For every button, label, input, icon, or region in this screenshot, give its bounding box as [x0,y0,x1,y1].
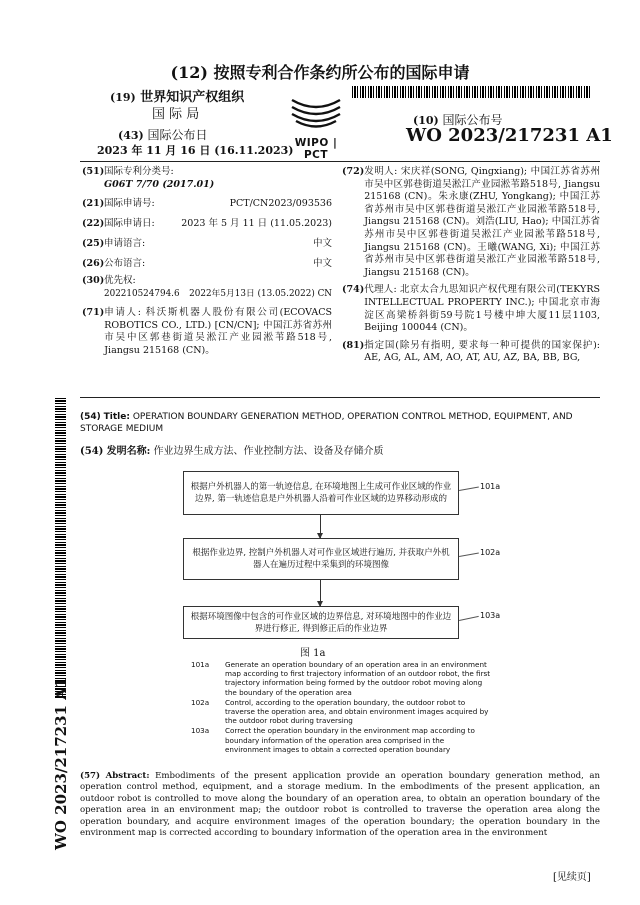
pub-number: WO 2023/217231 A1 [406,125,613,146]
flow-arrow [320,515,321,538]
pubno-num: (10) [413,114,439,127]
ref-leader [459,487,479,491]
agent-block: (74) 代理人: 北京太合九思知识产权代理有限公司(TEKYRS INTELLECTUAL PROPERTY INC.); 中国北京市海淀区高梁桥斜街59号院1号楼中坤大厦11层1103, Beijing 100044 (CN)。 [342,284,600,334]
biblio-row: G06T 7/70 (2017.01) [104,179,215,190]
biblio-row: (26)公布语言: 中文 [82,258,332,269]
title-en: (54) Title: OPERATION BOUNDARY GENERATION METHOD, OPERATION CONTROL METHOD, EQUIPMENT, AND STORAGE MEDIUM [80,412,573,434]
org-num: (19) [110,91,136,104]
abstract: (57) Abstract: Embodiments of the present application provide an operation boundary generation method, an operation control method, equipment, and a storage medium. In the embodiments of the present application, an outdoor robot is controlled to move along the boundary of an operation area, to obtain an operation boundary of the operation area in an environment map; the outdoor robot is controlled to traverse the operation area along the operation boundary, and acquire environment images of the operation boundary; the operation boundary in the environment map is corrected according to boundary information of the operation area in the environment [80,771,601,839]
figure-caption: 图 1a [300,648,326,659]
ref-label-102a: 102a [480,548,501,557]
inventors-block: (72) 发明人: 宋庆祥(SONG, Qingxiang); 中国江苏省苏州市吴中区郭巷街道吴淞江产业园淞苇路518号, Jiangsu 215168 (CN)。朱永康(ZHU, Yongkang); 中国江苏省苏州市吴中区郭巷街道吴淞江产业园淞苇路518号, Jiangsu 215168 (CN)。刘浩(LIU, Hao); 中国江苏省苏州市吴中区郭巷街道吴淞江产业园淞苇路518号, Jiangsu 215168 (CN)。王曦(WANG, Xi); 中国江苏省苏州市吴中区郭巷街道吴淞江产业园淞苇路518号, Jiangsu 215168 (CN)。 [342,166,600,278]
barcode [352,86,592,98]
biblio-row: (51)国际专利分类号: [82,166,174,177]
applicant-block: (71) 申请人: 科沃斯机器人股份有限公司(ECOVACS ROBOTICS CO., LTD.) [CN/CN]; 中国江苏省苏州市吴中区郭巷街道吴淞江产业园淞苇路518号, Jiangsu 215168 (CN)。 [82,307,332,356]
header-divider [80,161,600,162]
document-title: (12) 按照专利合作条约所公布的国际申请 [170,63,470,82]
figure-legend [191,660,491,754]
ref-label-101a: 101a [480,482,501,491]
flow-box-103a: 根据环境图像中包含的可作业区域的边界信息, 对环境地图中的作业边界进行修正, 得到修正后的作业边界 [183,606,459,639]
biblio-row: (30)优先权: [82,275,136,286]
legend-item: 103a Correct the operation boundary in the environment map according to boundary information of the operation area comprised in the environment images to obtain a corrected operation boundary [191,726,475,754]
wipo-emblem-icon [286,92,346,132]
biblio-row: 202210524794.6 2022年5月13日 (13.05.2022) CN [104,289,332,299]
ref-leader [459,553,479,557]
continued-note: [见续页] [553,872,591,883]
legend-item: 101a Generate an operation boundary of an operation area in an environment map according to first trajectory information of an outdoor robot, the first trajectory information being formed by the outdoor robot moving along the boundary of the operation area [191,660,491,697]
org-name: 世界知识产权组织 [140,90,245,105]
states-block: (81) 指定国(除另有指明, 要求每一种可提供的国家保护): AE, AG, AL, AM, AO, AT, AU, AZ, BA, BB, BG, [342,339,600,364]
flow-box-102a: 根据作业边界, 控制户外机器人对可作业区域进行遍历, 并获取户外机器人在遍历过程中采集到的环境图像 [183,538,459,580]
flow-box-101a: 根据户外机器人的第一轨迹信息, 在环境地图上生成可作业区域的作业边界, 第一轨迹信息是户外机器人沿着可作业区域的边界移动形成的 [183,471,459,515]
wipo-logo [286,92,346,161]
pubno-label: 国际公布号 [442,113,503,127]
title-cn: (54) 发明名称: 作业边界生成方法、作业控制方法、设备及存储介质 [80,446,384,457]
side-barcode [55,398,66,698]
biblio-row: (25)申请语言: 中文 [82,238,332,249]
biblio-row: (21)国际申请号: PCT/CN2023/093536 [82,198,332,209]
section-divider [80,397,600,398]
legend-item: 102a Control, according to the operation boundary, the outdoor robot to traverse the operation area, and obtain environment images acquired by the outdoor robot during traversing [191,697,489,726]
biblio-row: (22)国际申请日: 2023 年 5 月 11 日 (11.05.2023) [82,218,332,229]
pubdate-header [118,126,208,143]
ref-label-103a: 103a [480,611,501,620]
pubdate: 2023 年 11 月 16 日 (16.11.2023) [97,144,294,157]
pubdate-label: 国际公布日 [147,128,208,142]
pubdate-num: (43) [118,129,144,142]
biblio-right [342,166,600,365]
ref-leader [459,616,479,621]
org-sub: 国 际 局 [152,107,200,122]
flow-arrow [320,580,321,606]
wipo-label: WIPO | PCT [294,137,338,161]
biblio-left [82,166,332,357]
side-pub-number: WO 2023/217231 A1 [52,677,70,850]
